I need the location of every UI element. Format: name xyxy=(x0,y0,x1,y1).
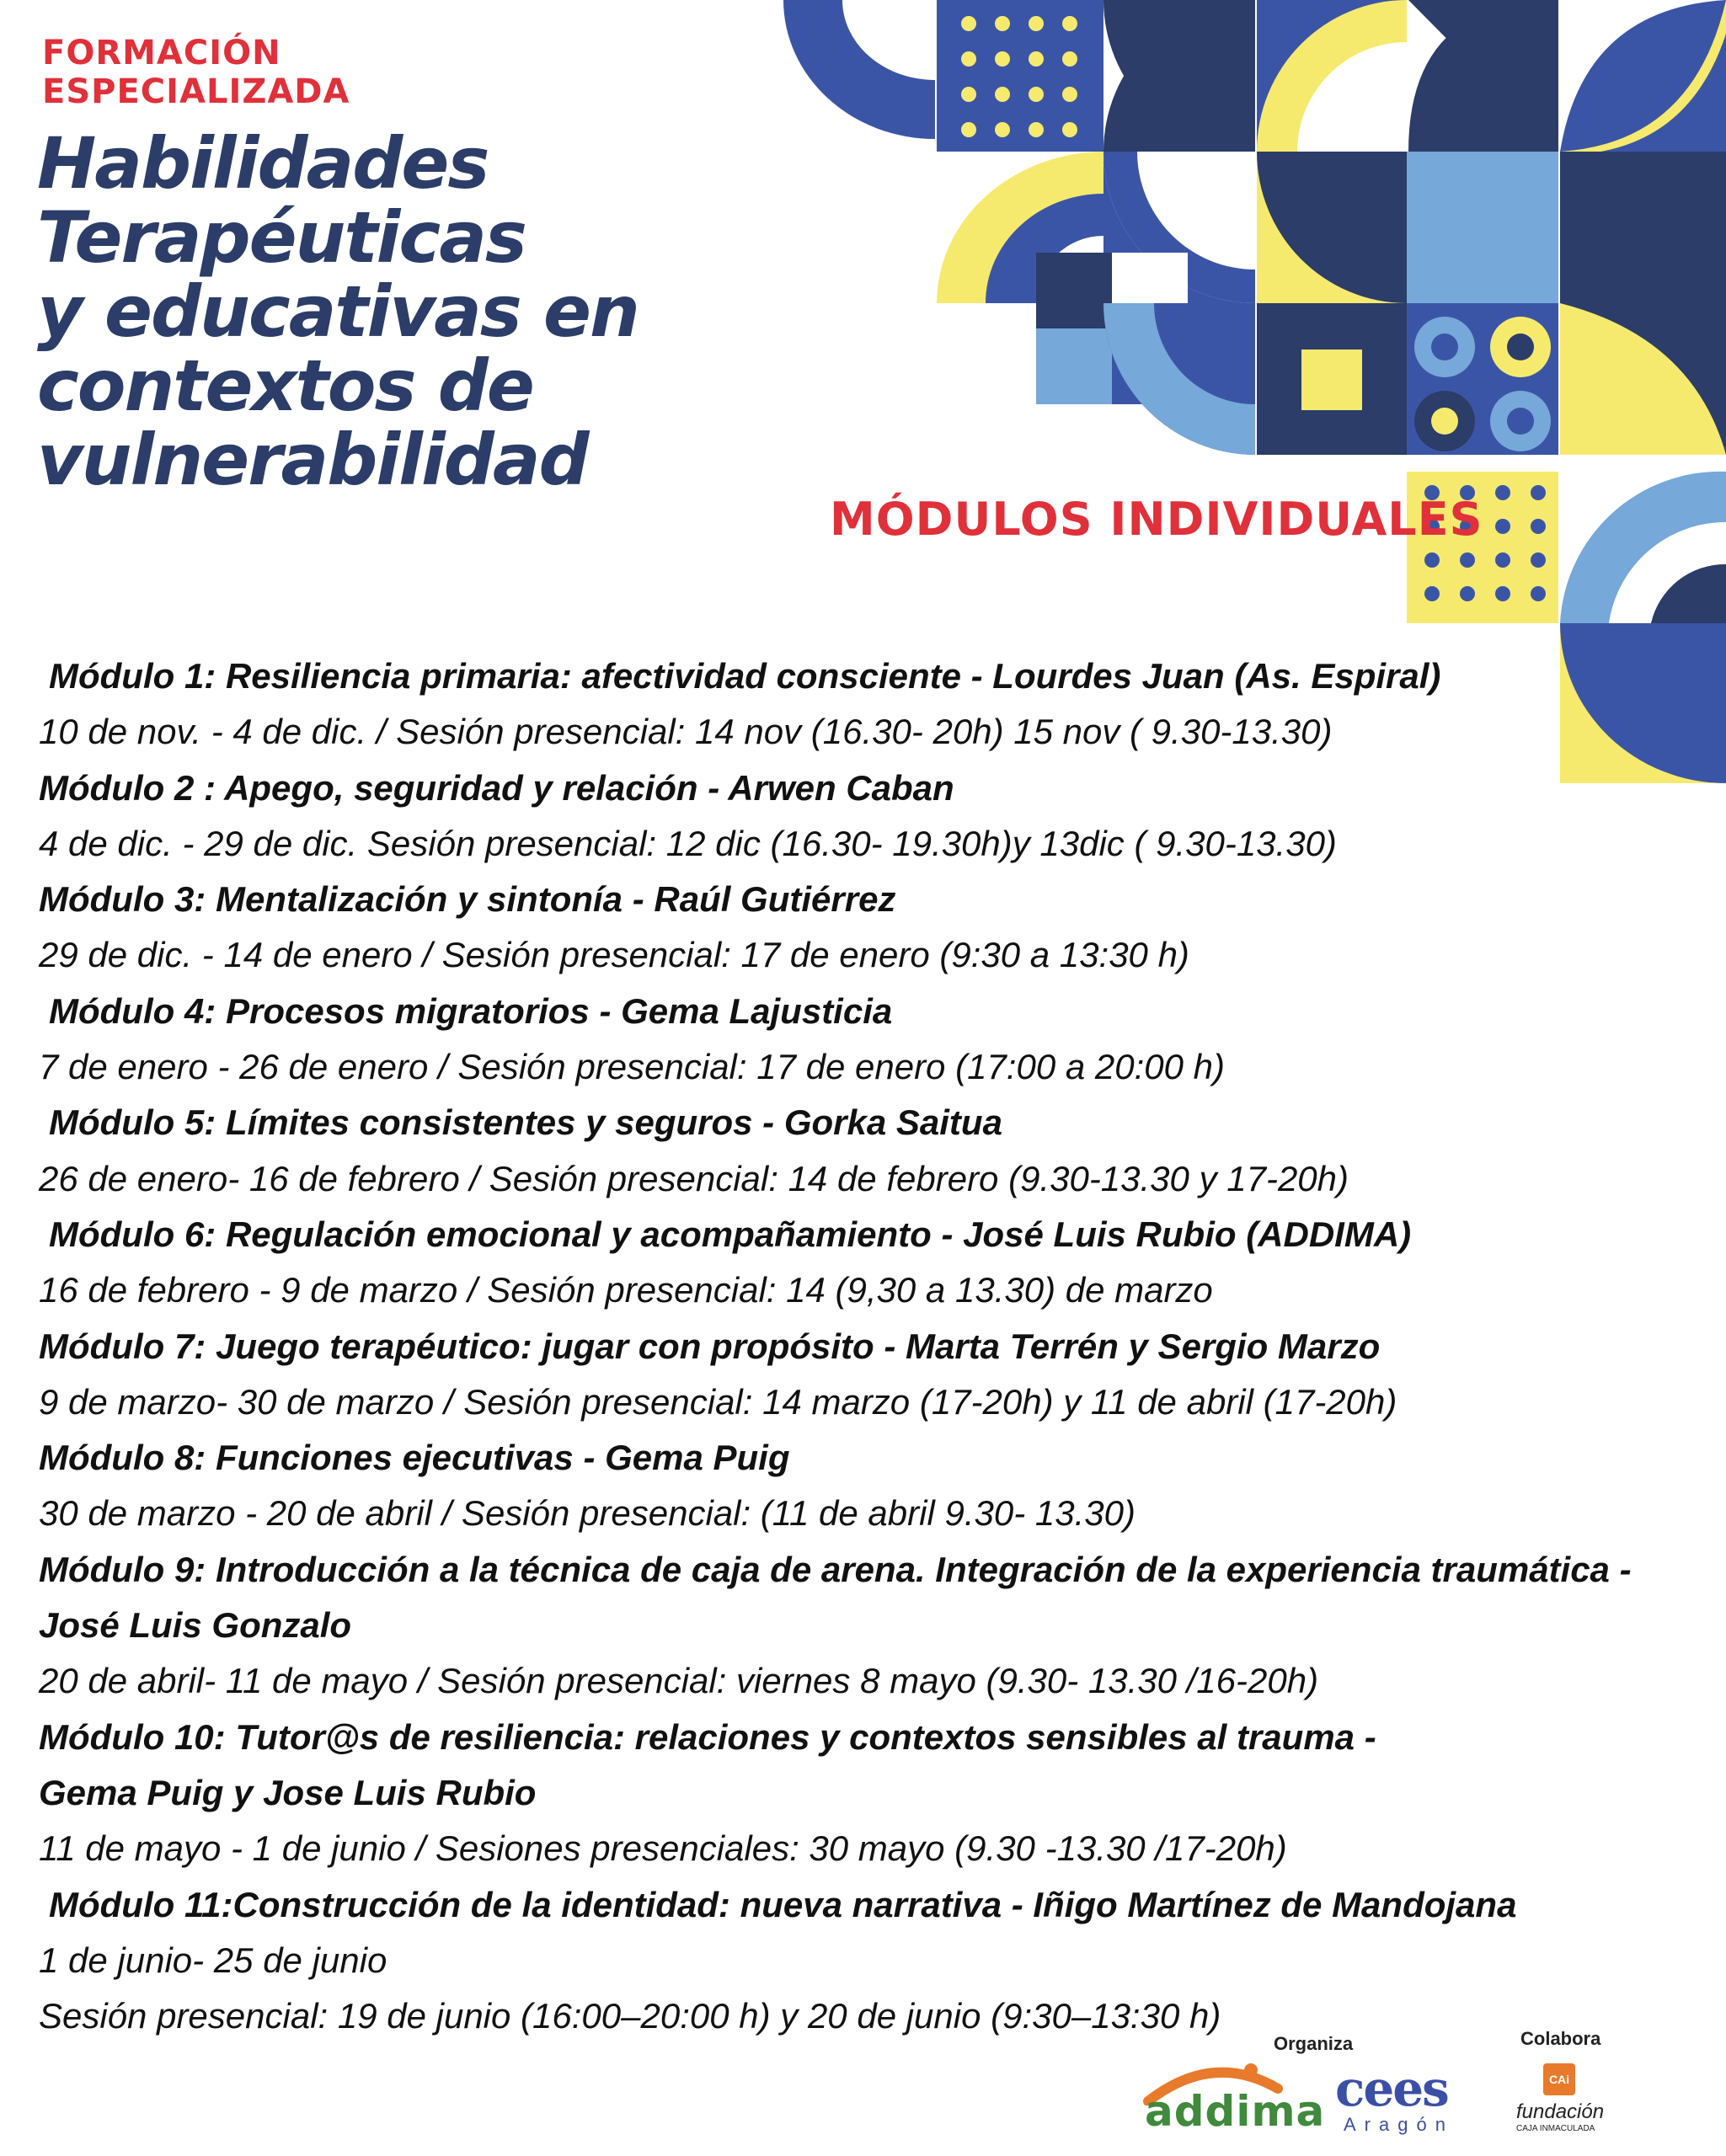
module-10-title: Módulo 10: Tutor@s de resiliencia: relaciones y contextos sensibles al trauma - xyxy=(39,1716,1376,1757)
title-line: contextos de xyxy=(37,344,533,427)
module-8-title: Módulo 8: Funciones ejecutivas - Gema Puig xyxy=(39,1438,790,1478)
module-11-session: Sesión presencial: 19 de junio (16:00–20:00 h) y 20 de junio (9:30–13:30 h) xyxy=(39,1996,1221,2036)
cees-aragon-logo xyxy=(1335,2060,1487,2139)
organiza-label: Organiza xyxy=(1274,2033,1354,2054)
addima-wordmark: addima xyxy=(1145,2087,1326,2136)
cai-mark: CAi xyxy=(1543,2063,1575,2095)
module-11-title: Módulo 11:Construcción de la identidad: nueva narrativa - Iñigo Martínez de Mandojana xyxy=(49,1884,1517,1924)
title-line: Terapéuticas xyxy=(37,196,526,279)
module-2-title: Módulo 2 : Apego, seguridad y relación - Arwen Caban xyxy=(39,767,954,808)
cees-region: Aragón xyxy=(1344,2114,1454,2135)
module-7-title: Módulo 7: Juego terapéutico: jugar con propósito - Marta Terrén y Sergio Marzo xyxy=(39,1326,1381,1366)
fundacion-subtitle: CAJA INMACULADA xyxy=(1516,2124,1595,2133)
module-4-title: Módulo 4: Procesos migratorios - Gema Lajusticia xyxy=(49,990,893,1031)
module-6-title: Módulo 6: Regulación emocional y acompañamiento - José Luis Rubio (ADDIMA) xyxy=(49,1214,1412,1254)
fundacion-cai-logo xyxy=(1516,2063,1617,2148)
module-5-dates: 26 de enero- 16 de febrero / Sesión presencial: 14 de febrero (9.30-13.30 y 17-20h) xyxy=(39,1158,1349,1198)
module-5-title: Módulo 5: Límites consistentes y seguros - Gorka Saitua xyxy=(49,1102,1002,1143)
modules-section-heading: MÓDULOS INDIVIDUALES xyxy=(830,493,1483,546)
footer-logos xyxy=(0,2013,1726,2156)
title-line: y educativas en xyxy=(37,270,639,353)
title-line: vulnerabilidad xyxy=(37,419,588,501)
module-9-instructor: José Luis Gonzalo xyxy=(39,1605,352,1646)
module-3-title: Módulo 3: Mentalización y sintonía - Raúl Gutiérrez xyxy=(39,879,896,920)
fundacion-wordmark: fundación xyxy=(1516,2100,1605,2123)
module-4-dates: 7 de enero - 26 de enero / Sesión presencial: 17 de enero (17:00 a 20:00 h) xyxy=(39,1047,1225,1087)
category-tag-line2: ESPECIALIZADA xyxy=(42,72,350,111)
module-9-dates: 20 de abril- 11 de mayo / Sesión presencial: viernes 8 mayo (9.30- 13.30 /16-20h) xyxy=(39,1661,1319,1701)
module-3-dates: 29 de dic. - 14 de enero / Sesión presencial: 17 de enero (9:30 a 13:30 h) xyxy=(39,935,1189,975)
modules-list xyxy=(39,648,1707,2044)
module-2-dates: 4 de dic. - 29 de dic. Sesión presencial: 12 dic (16.30- 19.30h)y 13dic ( 9.30-13.30) xyxy=(39,823,1337,863)
page-title xyxy=(37,122,795,501)
title-line: Habilidades xyxy=(37,122,489,205)
module-10-instructor: Gema Puig y Jose Luis Rubio xyxy=(39,1772,537,1812)
module-6-dates: 16 de febrero - 9 de marzo / Sesión presencial: 14 (9,30 a 13.30) de marzo xyxy=(39,1270,1213,1310)
module-10-dates: 11 de mayo - 1 de junio / Sesiones presenciales: 30 mayo (9.30 -13.30 /17-20h) xyxy=(39,1828,1287,1869)
module-1-dates: 10 de nov. - 4 de dic. / Sesión presencial: 14 nov (16.30- 20h) 15 nov ( 9.30-13.30) xyxy=(39,712,1333,752)
module-11-dates: 1 de junio- 25 de junio xyxy=(39,1940,387,1980)
module-9-title: Módulo 9: Introducción a la técnica de caja de arena. Integración de la experiencia traumática - xyxy=(39,1549,1632,1589)
colabora-label: Colabora xyxy=(1520,2028,1601,2049)
module-8-dates: 30 de marzo - 20 de abril / Sesión presencial: (11 de abril 9.30- 13.30) xyxy=(39,1493,1136,1534)
module-1-title: Módulo 1: Resiliencia primaria: afectividad consciente - Lourdes Juan (As. Espiral) xyxy=(49,656,1441,696)
category-tag-line1: FORMACIÓN xyxy=(42,34,281,72)
cees-wordmark: cees xyxy=(1335,2060,1448,2117)
addima-logo xyxy=(1141,2055,1326,2148)
module-7-dates: 9 de marzo- 30 de marzo / Sesión presencial: 14 marzo (17-20h) y 11 de abril (17-20h) xyxy=(39,1381,1397,1422)
